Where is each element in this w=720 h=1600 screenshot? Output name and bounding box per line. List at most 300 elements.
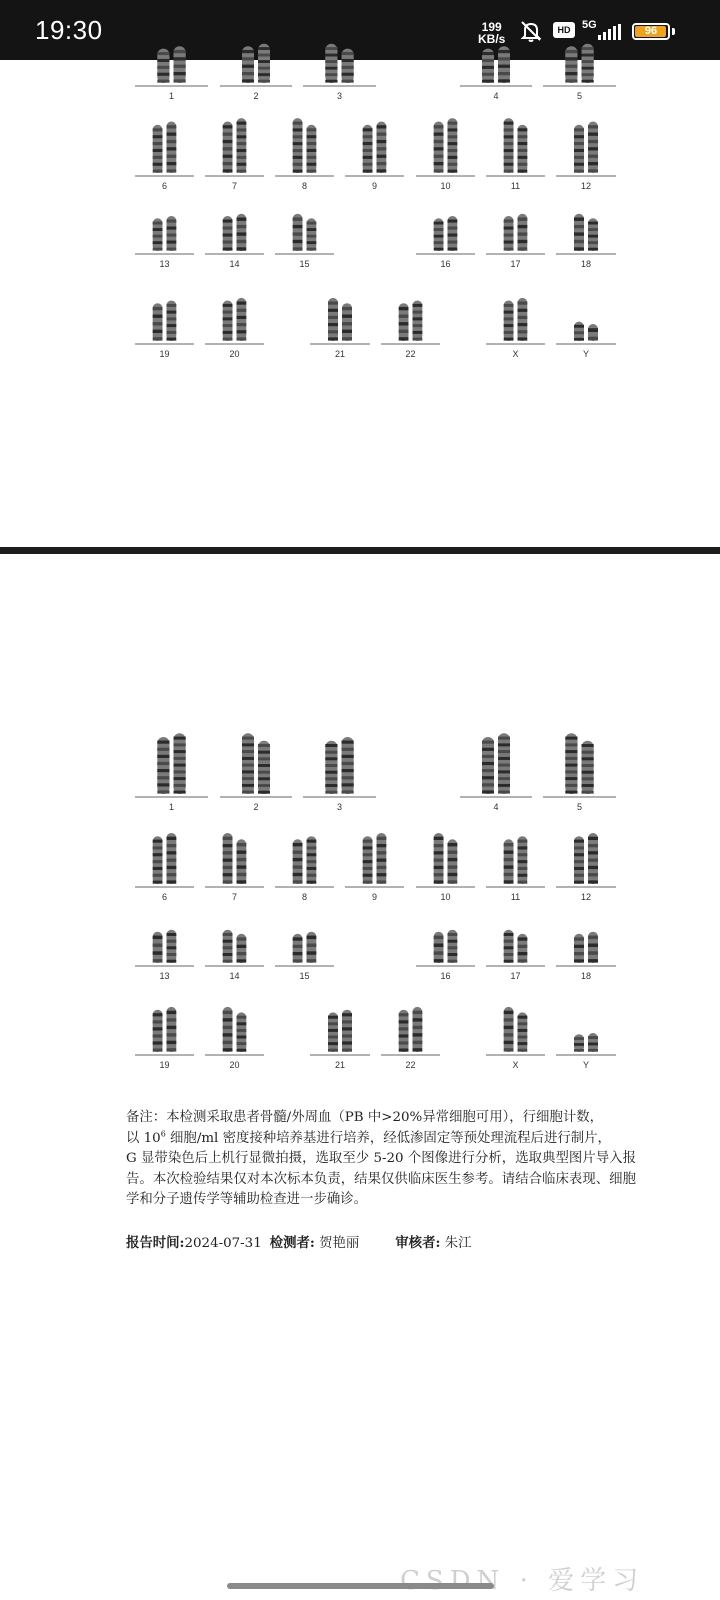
chromosome-band: [223, 317, 233, 320]
chromosome-band: [448, 873, 458, 876]
chromosome-band: [223, 1048, 233, 1051]
chromosome-band: [504, 149, 514, 152]
chromosome-band: [342, 741, 354, 744]
chromosome-band: [482, 755, 494, 758]
chromosome-band: [237, 323, 247, 326]
chromosome-band: [588, 959, 598, 963]
chromosome-band: [434, 140, 444, 143]
chromosome-band: [482, 790, 494, 793]
chromosome-pair-10: [416, 833, 475, 902]
chromosome-label: 22: [405, 1060, 416, 1070]
chromosome-band: [242, 770, 254, 773]
chromosome-band: [223, 162, 233, 165]
chromosome-band: [588, 1049, 598, 1052]
chromosome-band: [342, 66, 354, 69]
chromosome-band: [518, 945, 528, 948]
chromosome-band: [498, 57, 510, 60]
chromosome-band: [518, 1016, 528, 1019]
chromosome-pair-X: [486, 298, 545, 359]
chromosome-pair-17: [486, 930, 545, 981]
chromosome-band: [399, 1041, 409, 1044]
chromosome-pair-11: [486, 836, 545, 902]
chromosome-band: [574, 1043, 584, 1046]
karyotype-panel-2: [135, 733, 616, 1070]
chromosome-band: [237, 302, 247, 305]
chromosome-band: [434, 162, 444, 165]
chromosome-label: 12: [580, 892, 592, 902]
chromosome-band: [565, 791, 577, 794]
chromosome-band: [498, 72, 510, 75]
chromosome-band: [167, 220, 177, 223]
chromosome-label: 18: [580, 259, 592, 269]
chromosome-band: [448, 122, 458, 125]
chromosome-band: [157, 776, 169, 779]
chromosome-band: [588, 936, 598, 940]
chromosome-band: [588, 235, 598, 238]
chromosome-pair-2: [220, 733, 292, 812]
chromosome-band: [413, 317, 423, 320]
chromosome-band: [242, 72, 254, 75]
reviewer-name: 朱江: [444, 1236, 472, 1251]
chromosome-label: 15: [299, 259, 310, 269]
chromosome-band: [258, 73, 270, 76]
chromosome-band: [167, 866, 177, 869]
chromosome-band: [307, 860, 317, 863]
chromosome-band: [242, 57, 254, 60]
chromosome-band: [434, 235, 444, 238]
report-footer: [126, 1232, 471, 1251]
chromosome-band: [242, 764, 254, 767]
chromosome-band: [504, 317, 514, 320]
chromosome-pair-6: [135, 833, 194, 902]
chromosome-band: [167, 234, 177, 237]
chromosome-band: [498, 79, 510, 82]
chromosome-band: [518, 135, 528, 138]
chromosome-band: [328, 337, 338, 340]
chromosome-band: [153, 874, 163, 877]
chromosome-band: [574, 853, 584, 856]
chromosome-band: [582, 73, 594, 76]
chromosome-band: [434, 837, 444, 840]
chromosome-band: [167, 960, 177, 963]
chromosome-band: [413, 1026, 423, 1029]
chromosome-band: [223, 338, 233, 341]
chromosome-band: [153, 959, 163, 963]
chromosome-band: [565, 50, 577, 53]
chromosome-band: [167, 933, 177, 936]
chromosome-band: [588, 837, 598, 840]
chromosome-pair-18: [556, 932, 616, 981]
chromosome-band: [448, 163, 458, 166]
chromosome-band: [174, 757, 186, 760]
chromosome-band: [237, 945, 247, 948]
chromosome-band: [377, 155, 387, 158]
chromosome-band: [588, 851, 598, 854]
chromosome-pair-11: [486, 118, 545, 191]
chromosome-band: [153, 860, 163, 863]
chromosome-band: [307, 235, 317, 238]
chromosome-band: [325, 60, 337, 63]
chromosome-band: [242, 737, 254, 740]
chromosome-band: [582, 757, 594, 760]
chromosome-band: [153, 1034, 163, 1037]
chromosome-band: [504, 234, 514, 237]
chromosome-band: [307, 170, 317, 173]
chromosome-band: [504, 241, 514, 244]
hd-badge: HD: [553, 22, 575, 38]
chromosome-band: [565, 770, 577, 773]
chromosome-band: [223, 311, 233, 314]
chromosome-band: [377, 147, 387, 150]
chromosome-band: [504, 338, 514, 341]
chromosome-band: [157, 748, 169, 751]
chromosome-band: [242, 743, 254, 746]
chromosome-band: [153, 1041, 163, 1044]
chromosome-band: [588, 241, 598, 244]
chromosome-band: [237, 865, 247, 868]
chromosome-pair-15: [275, 932, 334, 981]
chromosome-band: [153, 156, 163, 159]
reviewer-label: 审核者:: [395, 1235, 441, 1251]
chromosome-band: [153, 322, 163, 325]
chromosome-band: [504, 1011, 514, 1014]
chromosome-band: [242, 750, 254, 753]
chromosome-label: 11: [510, 892, 521, 902]
chromosome-band: [518, 316, 528, 319]
chromosome-band: [328, 1022, 338, 1025]
chromosome-label: 18: [580, 971, 592, 981]
chromosome-band: [588, 228, 598, 231]
chromosome-band: [582, 764, 594, 767]
chromosome-band: [588, 873, 598, 876]
chromosome-band: [167, 304, 177, 307]
chromosome-band: [223, 133, 233, 136]
chromosome-band: [237, 1022, 247, 1025]
chromosome-band: [504, 873, 514, 876]
chromosome-band: [325, 764, 337, 767]
chromosome-band: [307, 840, 317, 843]
chromosome-band: [588, 866, 598, 869]
chromosome-pair-3: [303, 44, 376, 101]
chromosome-band: [237, 316, 247, 319]
chromosome-band: [504, 851, 514, 854]
chromosome-band: [363, 142, 373, 145]
chromosome-band: [434, 147, 444, 150]
chromosome-band: [482, 776, 494, 779]
chromosome-label: 6: [161, 181, 168, 191]
chromosome-band: [518, 149, 528, 152]
chromosome-band: [342, 762, 354, 765]
chromosome-band: [399, 322, 409, 325]
chromosome-pair-8: [275, 118, 334, 191]
chromosome-band: [413, 1011, 423, 1014]
chromosome-pair-19: [135, 1007, 194, 1070]
chromosome-band: [342, 315, 352, 318]
chromosome-band: [588, 125, 598, 128]
chromosome-pair-9: [345, 122, 404, 192]
chromosome-band: [293, 873, 303, 876]
chromosome-band: [518, 232, 528, 235]
chromosome-band: [342, 1013, 352, 1016]
home-indicator[interactable]: [227, 1583, 494, 1589]
chromosome-pair-8: [275, 836, 334, 902]
chromosome-band: [448, 149, 458, 152]
chromosome-band: [504, 227, 514, 230]
chromosome-band: [167, 133, 177, 136]
chromosome-band: [307, 867, 317, 870]
chromosome-band: [504, 163, 514, 166]
chromosome-band: [342, 73, 354, 76]
chromosome-band: [157, 52, 169, 55]
chromosome-label: Y: [582, 1060, 590, 1070]
chromosome-label: 9: [371, 892, 378, 902]
chromosome-band: [328, 309, 338, 312]
chromosome-band: [342, 337, 352, 340]
chromosome-band: [237, 1042, 247, 1045]
chromosome-band: [342, 1041, 352, 1044]
chromosome-band: [498, 791, 510, 794]
chromosome-pair-7: [205, 833, 264, 902]
chromosome-band: [258, 771, 270, 774]
chromosome-band: [153, 149, 163, 152]
note-line-2-pre: 以 10: [126, 1130, 161, 1146]
chromosome-band: [153, 1020, 163, 1023]
chromosome-band: [377, 162, 387, 165]
chromosome-band: [434, 951, 444, 955]
chromosome-band: [363, 128, 373, 131]
chromosome-band: [167, 859, 177, 862]
chromosome-band: [377, 169, 387, 172]
chromosome-band: [307, 149, 317, 152]
chromosome-band: [223, 880, 233, 883]
chromosome-band: [413, 1033, 423, 1036]
chromosome-band: [574, 840, 584, 843]
chromosome-band: [434, 936, 444, 940]
chromosome-band: [157, 741, 169, 744]
chromosome-band: [258, 744, 270, 747]
chromosome-band: [167, 1033, 177, 1036]
chromosome-band: [582, 60, 594, 63]
chromosome-label: 14: [229, 971, 240, 981]
chromosome-label: 8: [301, 181, 308, 191]
chromosome-pair-20: [205, 1007, 264, 1070]
chromosome-band: [167, 331, 177, 334]
chromosome-band: [399, 337, 409, 340]
chromosome-band: [588, 133, 598, 136]
chromosome-band: [582, 80, 594, 83]
chromosome-label: 16: [440, 971, 451, 981]
chromosome-band: [307, 846, 317, 849]
chromosome-label: X: [512, 349, 519, 359]
chromosome-band: [518, 937, 528, 940]
chromosome-band: [574, 881, 584, 884]
chromosome-pair-9: [345, 833, 404, 902]
chromosome-label: 7: [231, 892, 238, 902]
chromosome-band: [518, 1029, 528, 1032]
chromosome-band: [167, 169, 177, 172]
chromosome-band: [237, 170, 247, 173]
chromosome-band: [574, 1037, 584, 1040]
chromosome-band: [328, 323, 338, 326]
chromosome-band: [582, 67, 594, 70]
chromosome-band: [153, 853, 163, 856]
chromosome-band: [153, 222, 163, 225]
note-line-1: 备注：本检测采取患者骨髓/外周血（PB 中>20%异常细胞可用），行细胞计数，: [126, 1110, 604, 1125]
chromosome-band: [518, 218, 528, 221]
chromosome-pair-1: [135, 46, 208, 101]
chromosome-band: [342, 1049, 352, 1052]
chromosome-label: 20: [229, 349, 240, 359]
chromosome-band: [153, 315, 163, 318]
chromosome-band: [413, 324, 423, 327]
chromosome-band: [448, 128, 458, 131]
chromosome-band: [293, 218, 303, 221]
chromosome-band: [293, 945, 303, 948]
chromosome-band: [518, 1049, 528, 1052]
chromosome-band: [448, 940, 458, 943]
chromosome-band: [342, 322, 352, 325]
chromosome-band: [498, 784, 510, 787]
chromosome-pair-14: [205, 214, 264, 269]
chromosome-band: [565, 79, 577, 82]
chromosome-band: [504, 960, 514, 963]
chromosome-band: [328, 1029, 338, 1032]
chromosome-band: [223, 227, 233, 230]
chromosome-band: [504, 122, 514, 125]
chromosome-band: [328, 302, 338, 305]
chromosome-pair-12: [556, 833, 616, 902]
chromosome-band: [498, 777, 510, 780]
chromosome-band: [574, 959, 584, 962]
chromosome-band: [482, 769, 494, 772]
chromosome-band: [293, 865, 303, 868]
chromosome-band: [342, 80, 354, 83]
chromosome-pair-1: [135, 733, 208, 812]
chromosome-band: [518, 302, 528, 305]
chromosome-band: [258, 54, 270, 57]
chromosome-band: [588, 147, 598, 150]
chromosome-label: 14: [229, 259, 240, 269]
chromosome-band: [518, 337, 528, 340]
chromosome-band: [325, 757, 337, 760]
chromosome-band: [342, 1027, 352, 1030]
chromosome-band: [223, 851, 233, 854]
chromosome-band: [157, 790, 169, 793]
chromosome-band: [448, 946, 458, 949]
chromosome-band: [504, 858, 514, 861]
chromosome-band: [167, 1018, 177, 1021]
chromosome-band: [518, 1042, 528, 1045]
chromosome-band: [307, 853, 317, 856]
chromosome-band: [434, 228, 444, 231]
chromosome-band: [325, 54, 337, 57]
chromosome-band: [448, 170, 458, 173]
chromosome-band: [342, 769, 354, 772]
network-speed-value: 199: [481, 20, 502, 34]
chromosome-band: [153, 840, 163, 843]
chromosome-band: [518, 860, 528, 863]
chromosome-band: [363, 874, 373, 877]
chromosome-pair-21: [310, 298, 370, 359]
chromosome-band: [377, 140, 387, 143]
chromosome-band: [328, 330, 338, 333]
chromosome-band: [504, 843, 514, 846]
chromosome-band: [482, 73, 494, 76]
chromosome-band: [325, 791, 337, 794]
chromosome-band: [167, 147, 177, 150]
chromosome-band: [518, 959, 528, 962]
report-time-value: 2024-07-31: [184, 1236, 262, 1251]
chromosome-band: [153, 330, 163, 333]
chromosome-band: [448, 933, 458, 936]
chromosome-band: [363, 881, 373, 884]
chromosome-band: [242, 791, 254, 794]
chromosome-band: [574, 952, 584, 955]
chromosome-band: [399, 315, 409, 318]
chromosome-label: 21: [334, 1060, 346, 1070]
chromosome-band: [434, 222, 444, 225]
chromosome-band: [153, 142, 163, 145]
chromosome-band: [582, 777, 594, 780]
chromosome-band: [237, 309, 247, 312]
chromosome-band: [153, 228, 163, 231]
chromosome-label: 19: [159, 349, 170, 359]
chromosome-band: [242, 784, 254, 787]
chromosome-band: [565, 784, 577, 787]
chromosome-pair-15: [275, 214, 334, 269]
chromosome-pair-18: [556, 214, 616, 269]
chromosome-band: [588, 951, 598, 955]
chromosome-band: [174, 737, 186, 740]
chromosome-band: [237, 337, 247, 340]
chromosome-band: [482, 783, 494, 786]
chromosome-band: [504, 1026, 514, 1029]
chromosome-band: [293, 880, 303, 883]
chromosome-band: [258, 60, 270, 63]
chromosome-band: [565, 72, 577, 75]
chromosome-band: [482, 59, 494, 62]
chromosome-band: [434, 866, 444, 869]
chromosome-band: [363, 853, 373, 856]
chromosome-band: [377, 133, 387, 136]
chromosome-band: [293, 959, 303, 962]
chromosome-pair-4: [460, 733, 532, 812]
chromosome-band: [588, 248, 598, 251]
network-speed-unit: KB/s: [478, 32, 506, 46]
chromosome-band: [504, 304, 514, 307]
chromosome-pair-21: [310, 1010, 370, 1070]
chromosome-band: [565, 57, 577, 60]
chromosome-band: [223, 837, 233, 840]
chromosome-band: [223, 147, 233, 150]
chromosome-band: [399, 330, 409, 333]
chromosome-band: [223, 304, 233, 307]
chromosome-band: [363, 170, 373, 173]
tester-label: 检测者:: [269, 1235, 315, 1251]
chromosome-band: [504, 953, 514, 956]
chromosome-band: [174, 791, 186, 794]
chromosome-band: [342, 748, 354, 751]
chromosome-band: [434, 944, 444, 948]
chromosome-band: [482, 748, 494, 751]
chromosome-label: 7: [231, 181, 238, 191]
status-time: 19:30: [35, 15, 103, 45]
chromosome-band: [223, 1033, 233, 1036]
chromosome-band: [504, 940, 514, 943]
chromosome-band: [588, 140, 598, 143]
chromosome-band: [153, 248, 163, 251]
chromosome-band: [307, 142, 317, 145]
